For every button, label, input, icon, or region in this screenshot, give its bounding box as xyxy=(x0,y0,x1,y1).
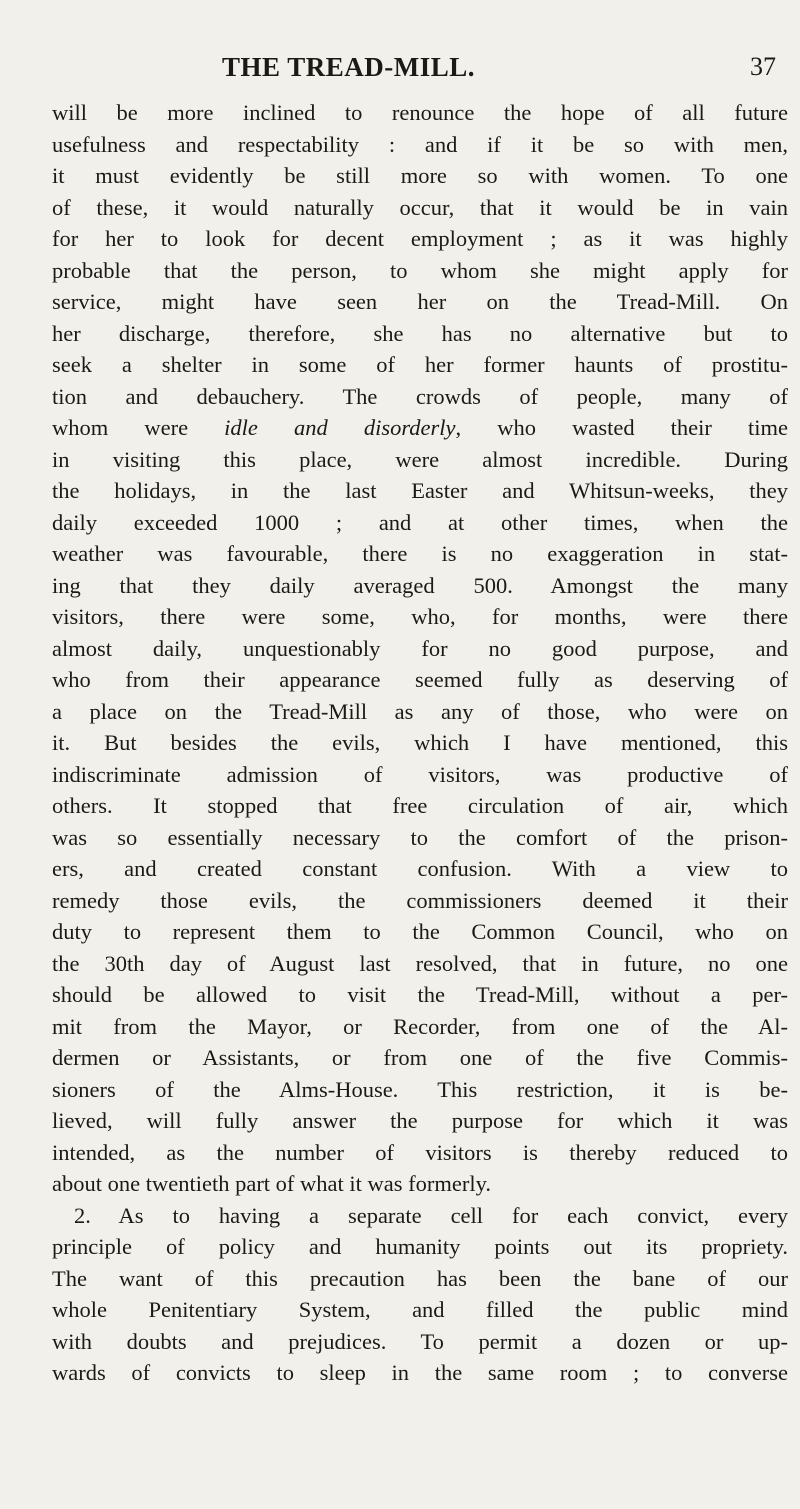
text-line: duty to represent them to the Common Council, who on xyxy=(52,919,788,944)
running-head-title: THE TREAD-MILL. xyxy=(222,52,476,82)
text-line: daily exceeded 1000 ; and at other times, when the xyxy=(52,509,788,535)
running-head xyxy=(0,52,800,92)
text-line: weather was favourable, there is no exaggeration in stat- xyxy=(52,541,788,566)
text-line: who from their appearance seemed fully as deserving of xyxy=(52,667,788,692)
text-segment: whom were xyxy=(52,415,225,440)
text-line: was so essentially necessary to the comfort of the prison- xyxy=(52,824,788,850)
text-line: almost daily, unquestionably for no good purpose, and xyxy=(52,635,788,661)
text-line: tion and debauchery. The crowds of people, many of xyxy=(52,383,788,409)
text-line: visitors, there were some, who, for months, were there xyxy=(52,604,788,629)
text-line: a place on the Tread-Mill as any of those, who were on xyxy=(52,698,788,724)
text-line: the 30th day of August last resolved, that in future, no one xyxy=(52,950,788,976)
text-line: dermen or Assistants, or from one of the five Commis- xyxy=(52,1045,788,1070)
text-line: 2. As to having a separate cell for each convict, every xyxy=(74,1202,788,1228)
text-line: sioners of the Alms-House. This restriction, it is be- xyxy=(52,1076,788,1102)
text-line: seek a shelter in some of her former haunts of prostitu- xyxy=(52,352,788,377)
text-line: in visiting this place, were almost incredible. During xyxy=(52,446,788,472)
text-segment: , who wasted their time xyxy=(455,415,789,440)
text-line: with doubts and prejudices. To permit a dozen or up- xyxy=(52,1328,788,1354)
text-line: indiscriminate admission of visitors, was productive of xyxy=(52,761,788,787)
text-line: probable that the person, to whom she might apply for xyxy=(52,257,788,283)
page-number: 37 xyxy=(750,52,776,81)
text-line: for her to look for decent employment ; as it was highly xyxy=(52,226,788,251)
text-line: whole Penitentiary System, and filled the public mind xyxy=(52,1297,788,1322)
text-line: intended, as the number of visitors is thereby reduced to xyxy=(52,1139,788,1165)
text-line: wards of convicts to sleep in the same room ; to converse xyxy=(52,1360,788,1385)
text-line: service, might have seen her on the Tread-Mill. On xyxy=(52,289,788,314)
text-line: ing that they daily averaged 500. Amongst the many xyxy=(52,572,788,598)
text-line: of these, it would naturally occur, that it would be in vain xyxy=(52,194,788,220)
text-line: her discharge, therefore, she has no alternative but to xyxy=(52,320,788,346)
text-line: lieved, will fully answer the purpose for which it was xyxy=(52,1108,788,1133)
text-line: it must evidently be still more so with women. To one xyxy=(52,163,788,188)
text-line: mit from the Mayor, or Recorder, from one of the Al- xyxy=(52,1013,788,1039)
text-line: remedy those evils, the commissioners deemed it their xyxy=(52,887,788,913)
text-line: ers, and created constant confusion. With a view to xyxy=(52,856,788,881)
text-line xyxy=(52,413,788,445)
text-line: usefulness and respectability : and if it be so with men, xyxy=(52,131,788,157)
text-line: the holidays, in the last Easter and Whitsun-weeks, they xyxy=(52,478,788,503)
text-line: will be more inclined to renounce the hope of all future xyxy=(52,100,788,125)
text-line: The want of this precaution has been the bane of our xyxy=(52,1265,788,1291)
text-line: it. But besides the evils, which I have mentioned, this xyxy=(52,730,788,755)
text-line: others. It stopped that free circulation of air, which xyxy=(52,793,788,818)
italic-phrase: idle and disorderly xyxy=(224,415,456,440)
text-line: should be allowed to visit the Tread-Mill, without a per- xyxy=(52,982,788,1007)
text-line: principle of policy and humanity points out its propriety. xyxy=(52,1234,788,1259)
text-line: about one twentieth part of what it was formerly. xyxy=(52,1171,492,1196)
